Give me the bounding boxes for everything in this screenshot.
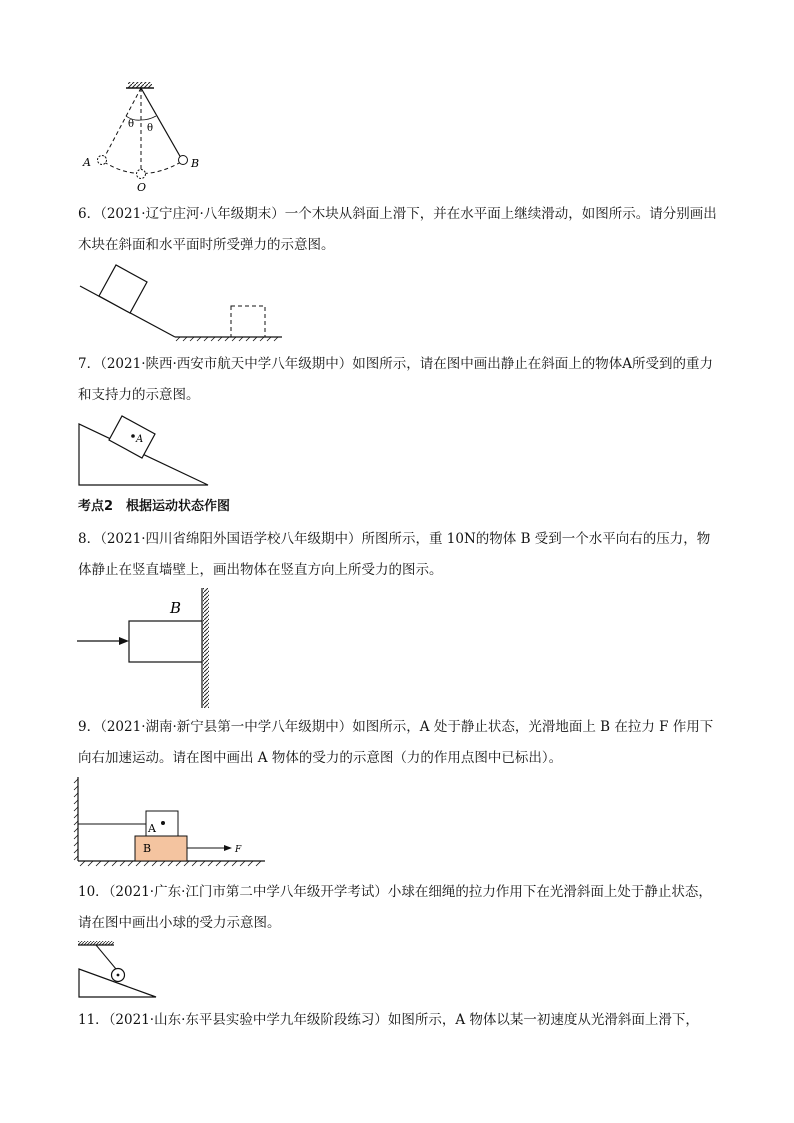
- question-source: （2021·湖南·新宁县第一中学八年级期中）: [100, 719, 353, 735]
- block-b-label: B: [170, 599, 182, 617]
- force-f-label: F: [235, 845, 242, 855]
- question-number: 11．: [78, 1012, 109, 1028]
- question-source: （2021·陕西·西安市航天中学八年级期中）: [100, 356, 353, 372]
- question-number: 8．: [78, 531, 101, 547]
- section-heading: 考点2 根据运动状态作图: [78, 499, 231, 514]
- block-b-label: B: [143, 842, 152, 855]
- question-number: 10．: [78, 884, 109, 900]
- question-number: 6．: [78, 206, 101, 222]
- question-number: 7．: [78, 356, 101, 372]
- theta-label-left: θ: [128, 119, 135, 130]
- question-source: （2021·山东·东平县实验中学九年级阶段练习）: [108, 1012, 388, 1028]
- ball-center-dot: [117, 974, 120, 977]
- point-label-a: A: [83, 156, 91, 169]
- question-text: 小球在细绳的拉力作用下在光滑斜面上处于静止状态，请在图中画出小球的受力示意图。: [78, 884, 712, 931]
- question-source: （2021·辽宁庄河·八年级期末）: [100, 206, 285, 222]
- question-text: 如图所示，A 物体以某一初速度从光滑斜面上滑下，: [387, 1012, 699, 1028]
- string: [96, 945, 116, 969]
- question-11: [78, 1005, 718, 1036]
- block-a-label: A: [148, 822, 156, 835]
- question-source: （2021·广东·江门市第二中学八年级开学考试）: [108, 884, 388, 900]
- question-text: 如图所示，A 处于静止状态，光滑地面上 B 在拉力 F 作用下向右加速运动。请在图中画出 A 物体的受力的示意图（力的作用点图中已标出）。: [78, 719, 714, 766]
- question-text: 所图所示，重 10N的物体 B 受到一个水平向右的压力，物体静止在竖直墙壁上，画出物体在竖直方向上所受力的图示。: [78, 531, 711, 578]
- point-label-o: O: [137, 181, 147, 194]
- block-a-label: A: [136, 434, 144, 445]
- question-source: （2021·四川省绵阳外国语学校八年级期中）: [100, 531, 362, 547]
- point-label-b: B: [191, 157, 200, 170]
- question-text: 如图所示，请在图中画出静止在斜面上的物体A所受到的重力和支持力的示意图。: [78, 356, 714, 403]
- question-number: 9．: [78, 719, 101, 735]
- question-text: 一个木块从斜面上滑下，并在水平面上继续滑动，如图所示。请分别画出木块在斜面和水平面时所受弹力的示意图。: [78, 206, 717, 253]
- theta-label-right: θ: [147, 123, 154, 134]
